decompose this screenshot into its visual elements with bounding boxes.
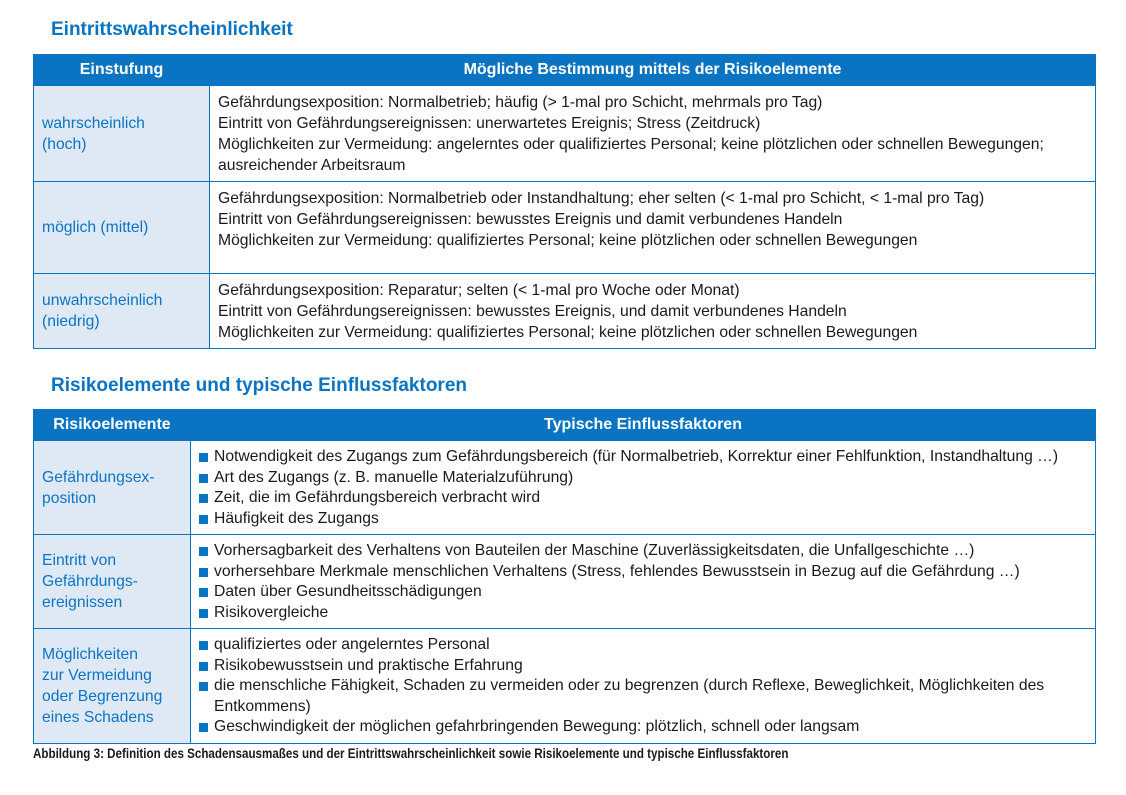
description-line: Möglichkeiten zur Vermeidung: qualifiziertes Personal; keine plötzlichen oder schnellen Bewegungen <box>218 232 918 249</box>
row-label-moeglich <box>34 182 210 274</box>
row-label-line: Möglichkeiten <box>42 645 138 663</box>
table-row <box>34 535 1096 629</box>
row-label-line: (niedrig) <box>42 313 100 330</box>
list-item: Art des Zugangs (z. B. manuelle Materialzuführung) <box>199 468 1087 489</box>
description-line: Gefährdungsexposition: Normalbetrieb; häufig (> 1-mal pro Schicht, mehrmals pro Tag) <box>218 94 823 111</box>
description-line: Möglichkeiten zur Vermeidung: qualifiziertes Personal; keine plötzlichen oder schnellen Bewegungen <box>218 324 918 341</box>
row-label-eintritt <box>34 535 191 629</box>
row-label-line: oder Begrenzung <box>42 687 163 705</box>
list-item: vorhersehbare Merkmale menschlichen Verhaltens (Stress, fehlendes Bewusstsein in Bezug auf die Gefährdung …) <box>199 562 1087 583</box>
column-header-risikoelemente: Risikoelemente <box>34 410 191 441</box>
list-item: Notwendigkeit des Zugangs zum Gefährdungsbereich (für Normalbetrieb, Korrektur einer Fehlfunktion, Instandhaltung …) <box>199 447 1087 468</box>
list-item: Risikobewusstsein und praktische Erfahrung <box>199 656 1087 677</box>
factor-list-cell <box>191 441 1096 535</box>
factor-list <box>199 635 1087 738</box>
header-row <box>34 410 1096 441</box>
factor-list-cell <box>191 629 1096 744</box>
row-label-line: zur Vermeidung <box>42 666 152 684</box>
list-item: Daten über Gesundheitsschädigungen <box>199 582 1087 603</box>
description-line: Eintritt von Gefährdungsereignissen: unerwartetes Ereignis; Stress (Zeitdruck) <box>218 115 761 132</box>
column-header-einstufung: Einstufung <box>34 55 210 86</box>
factor-list-cell <box>191 535 1096 629</box>
risk-elements-table <box>33 409 1096 744</box>
row-label-line: position <box>42 489 97 507</box>
list-item: Vorhersagbarkeit des Verhaltens von Bauteilen der Maschine (Zuverlässigkeitsdaten, die Unfallgeschichte …) <box>199 541 1087 562</box>
list-item: Zeit, die im Gefährdungsbereich verbracht wird <box>199 488 1087 509</box>
description-line: Gefährdungsexposition: Normalbetrieb oder Instandhaltung; eher selten (< 1-mal pro Schicht, < 1-mal pro Tag) <box>218 190 985 207</box>
row-label-line: möglich (mittel) <box>42 219 149 236</box>
header-row <box>34 55 1096 86</box>
row-label-line: (hoch) <box>42 135 87 153</box>
table-row <box>34 182 1096 274</box>
section-title-risikoelemente: Risikoelemente und typische Einflussfaktoren <box>51 375 467 396</box>
row-label-line: Gefährdungs- <box>42 573 138 590</box>
list-item: qualifiziertes oder angelerntes Personal <box>199 635 1087 656</box>
row-label-unwahrscheinlich <box>34 274 210 349</box>
table-row <box>34 441 1096 535</box>
description-line: Eintritt von Gefährdungsereignissen: bewusstes Ereignis und damit verbundenes Handeln <box>218 211 843 228</box>
description-line: Gefährdungsexposition: Reparatur; selten (< 1-mal pro Woche oder Monat) <box>218 282 740 299</box>
section-title-eintrittswahrscheinlichkeit: Eintrittswahrscheinlichkeit <box>51 19 293 40</box>
table-row <box>34 629 1096 744</box>
description-line: Eintritt von Gefährdungsereignissen: bewusstes Ereignis, und damit verbundenes Handeln <box>218 303 847 320</box>
row-description <box>210 182 1096 274</box>
row-description <box>210 274 1096 349</box>
factor-list <box>199 447 1087 529</box>
row-label-vermeidung <box>34 629 191 744</box>
factor-list <box>199 541 1087 623</box>
list-item: Risikovergleiche <box>199 603 1087 624</box>
row-label-line: eines Schadens <box>42 708 154 726</box>
list-item: Geschwindigkeit der möglichen gefahrbringenden Bewegung: plötzlich, schnell oder langsam <box>199 717 1087 738</box>
list-item: die menschliche Fähigkeit, Schaden zu vermeiden oder zu begrenzen (durch Reflexe, Beweglichkeit, Möglichkeiten des Entkommens) <box>199 676 1087 717</box>
list-item: Häufigkeit des Zugangs <box>199 509 1087 530</box>
row-label-wahrscheinlich <box>34 86 210 182</box>
table-row <box>34 274 1096 349</box>
description-line: Möglichkeiten zur Vermeidung: angelerntes oder qualifiziertes Personal; keine plötzlichen oder schnellen Bewegungen; ausreichender Arbeitsraum <box>218 136 1044 174</box>
column-header-einflussfaktoren: Typische Einflussfaktoren <box>191 410 1096 441</box>
probability-table <box>33 54 1096 349</box>
row-label-gefaehrdungsexposition <box>34 441 191 535</box>
table-row <box>34 86 1096 182</box>
row-label-line: unwahrscheinlich <box>42 292 163 309</box>
row-label-line: wahrscheinlich <box>42 114 145 132</box>
column-header-bestimmung: Mögliche Bestimmung mittels der Risikoelemente <box>210 55 1096 86</box>
row-label-line: ereignissen <box>42 594 123 611</box>
row-label-line: Eintritt von <box>42 552 117 569</box>
row-label-line: Gefährdungsex- <box>42 468 155 486</box>
row-description <box>210 86 1096 182</box>
figure-caption: Abbildung 3: Definition des Schadensausmaßes und der Eintrittswahrscheinlichkeit sowie Risikoelemente und typische Einflussfaktoren <box>33 746 789 761</box>
